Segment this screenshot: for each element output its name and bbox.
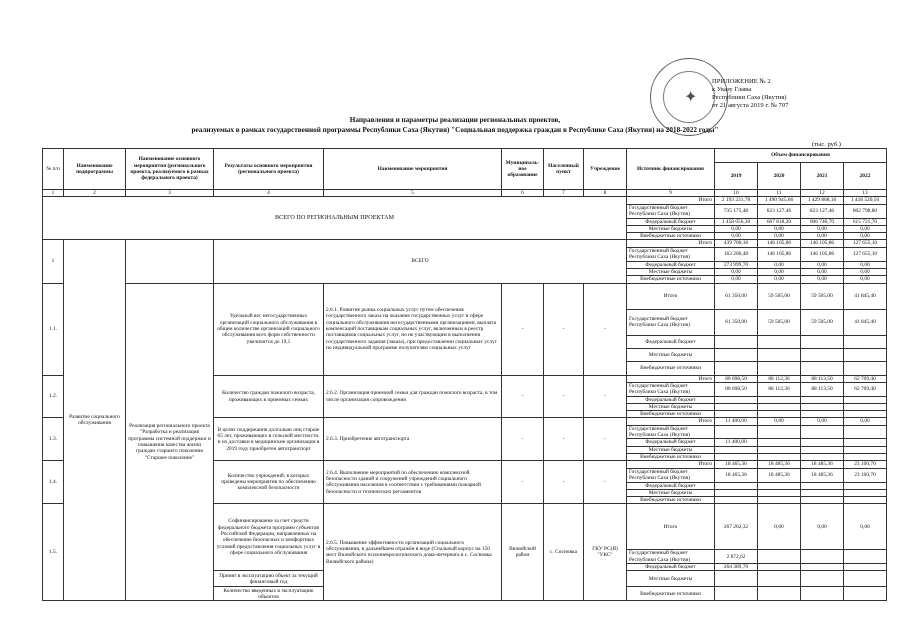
source-state: Государственный бюджет Республики Саха (Якутия) — [627, 247, 715, 261]
institution-cell: ГКУ РС(Я) "УКС" — [584, 504, 627, 601]
column-number: 10 — [715, 190, 758, 197]
value-cell: 18 485,36 — [758, 461, 801, 468]
row-number: 1 — [43, 240, 64, 283]
source-federal: Федеральный бюджет — [627, 261, 715, 268]
row-number: 1.5. — [43, 504, 64, 601]
source-state: Государственный бюджет Республики Саха (Якутия) — [627, 550, 715, 564]
value-cell: 61 350,00 — [715, 283, 758, 309]
row-number: 1.2. — [43, 375, 64, 418]
value-cell: 80 698,50 — [715, 375, 758, 382]
value-cell: 823 127,46 — [758, 204, 801, 218]
source-state: Государственный бюджет Республики Саха (Якутия) — [627, 382, 715, 396]
source-extra: Внебюджетные источники — [627, 587, 715, 601]
result-text: В целях поддержания долгалыю лиц старше 65 лет, проживающих в сельской местности, и их доставки в медицинские организации в 2019 году приобретен автотранспорт — [214, 418, 324, 461]
header-year: 2022 — [844, 163, 887, 190]
header-settlement: Населенный пункт — [544, 149, 584, 190]
title-line: реализуемых в рамках государственной программы Республики Саха (Якутия) "Социальная поддержка граждан в Республике Саха (Якутия) на 2018-2022 годы" — [191, 125, 719, 134]
event-text: 2.6.2. Организация приемной семьи для граждан пожилого возраста, в том числе организация сопровождения — [324, 375, 502, 418]
units-label: (тыс. руб.) — [812, 141, 841, 148]
value-cell: 0,00 — [844, 225, 887, 232]
event-text: 2.6.5. Повышение эффективности организаций социального обслуживания, в дальнейшем отражён в виде (Спальный корпус на 150 мест Вилюйского психоневрологического дома-интерната в с. Сосновка Вилюйского района) — [324, 504, 502, 601]
value-cell: 80 698,50 — [715, 382, 758, 396]
value-cell: 1 458 056,30 — [715, 218, 758, 225]
column-number: 4 — [214, 190, 324, 197]
column-number: 13 — [844, 190, 887, 197]
header-year: 2019 — [715, 163, 758, 190]
value-cell: 18 465,36 — [715, 468, 758, 482]
source-federal: Федеральный бюджет — [627, 335, 715, 348]
value-cell: 18 485,36 — [758, 468, 801, 482]
source-local: Местные бюджеты — [627, 348, 715, 361]
source-federal: Федеральный бюджет — [627, 482, 715, 489]
value-cell: 61 350,00 — [715, 309, 758, 335]
value-cell: 88 113,50 — [801, 382, 844, 396]
value-cell: 0,00 — [801, 418, 844, 425]
header-municipality: Муниципаль-ное образование — [502, 149, 544, 190]
value-cell: 606 740,70 — [801, 218, 844, 225]
value-cell: 0,00 — [715, 233, 758, 240]
annex-line: Республики Саха (Якутия) — [712, 94, 787, 101]
source-extra: Внебюджетные источники — [627, 276, 715, 283]
institution-cell: - — [584, 375, 627, 418]
value-cell: 0,00 — [844, 276, 887, 283]
source-local: Местные бюджеты — [627, 225, 715, 232]
value-cell: 88 112,36 — [758, 375, 801, 382]
header-volume: Объем финансирования — [715, 149, 887, 163]
result-text: Количество введенных в эксплуатацию объектов — [214, 587, 324, 601]
column-number: 8 — [584, 190, 627, 197]
source-federal: Федеральный бюджет — [627, 564, 715, 571]
value-cell: 18 465,36 — [715, 461, 758, 468]
source-state: Государственный бюджет Республики Саха (Якутия) — [627, 468, 715, 482]
row-number: 1.4. — [43, 461, 64, 504]
column-number: 3 — [126, 190, 214, 197]
value-cell: 146 105,86 — [758, 247, 801, 261]
value-cell: 62 709,40 — [844, 375, 887, 382]
value-cell: 735 175,48 — [715, 204, 758, 218]
value-cell: 0,00 — [844, 233, 887, 240]
value-cell: 1 490 945,66 — [758, 197, 801, 204]
value-cell: 11 400,00 — [715, 418, 758, 425]
value-cell: 273 999,70 — [715, 261, 758, 268]
value-cell: 88 113,50 — [801, 375, 844, 382]
value-cell: 146 105,86 — [801, 240, 844, 247]
source-total: Итого — [627, 504, 715, 550]
settlement-cell: - — [544, 418, 584, 461]
value-cell: 439 706,18 — [715, 240, 758, 247]
result-text: Принят в эксплуатацию объект за текущий финансовый год — [214, 571, 324, 587]
settlement-cell: с. Сосновка — [544, 504, 584, 601]
annex-line: к Указу Главы — [712, 86, 752, 93]
value-cell: 62 709,40 — [844, 382, 887, 396]
value-cell: 0,00 — [715, 269, 758, 276]
value-cell: 127 655,10 — [844, 240, 887, 247]
value-cell: 59 505,00 — [801, 283, 844, 309]
value-cell: 41 845,40 — [844, 309, 887, 335]
column-number: 11 — [758, 190, 801, 197]
municipality-cell: - — [502, 418, 544, 461]
value-cell: 0,00 — [801, 233, 844, 240]
all-projects-label: ВСЕГО ПО РЕГИОНАЛЬНЫМ ПРОЕКТАМ — [43, 197, 627, 240]
event-text: 2.6.4. Выполнение мероприятий по обеспечению комплексной безопасности зданий и сооружений учреждений социального обслуживания населения в соответствии с требованиями пожарной безопасности и технических регламентов — [324, 461, 502, 504]
source-federal: Федеральный бюджет — [627, 439, 715, 446]
source-total: Итого — [627, 197, 715, 204]
value-cell: 267 262,32 — [715, 504, 758, 550]
value-cell: 1 429 868,16 — [801, 197, 844, 204]
source-extra: Внебюджетные источники — [627, 233, 715, 240]
institution-cell: - — [584, 461, 627, 504]
value-cell: 0,00 — [758, 233, 801, 240]
value-cell: 2 872,62 — [715, 550, 758, 564]
value-cell: 802 798,80 — [844, 204, 887, 218]
annex-header — [712, 78, 788, 110]
column-number: 1 — [43, 190, 64, 197]
value-cell: 1 418 520,50 — [844, 197, 887, 204]
column-number: 9 — [627, 190, 715, 197]
value-cell: 0,00 — [758, 276, 801, 283]
source-extra: Внебюджетные источники — [627, 411, 715, 418]
source-total: Итого — [627, 283, 715, 309]
annex-line: ПРИЛОЖЕНИЕ № 2 — [712, 78, 771, 85]
column-number: 12 — [801, 190, 844, 197]
source-total: Итого — [627, 375, 715, 382]
source-local: Местные бюджеты — [627, 446, 715, 453]
value-cell: 0,00 — [844, 269, 887, 276]
block-total-label: ВСЕГО — [214, 240, 627, 283]
value-cell: 264 389,70 — [715, 564, 758, 571]
value-cell: 88 112,36 — [758, 382, 801, 396]
row-number: 1.3. — [43, 418, 64, 461]
header-subprogram: Наименование подпрограммы — [64, 149, 126, 190]
municipality-cell: Вилюйский район — [502, 504, 544, 601]
value-cell: 0,00 — [801, 504, 844, 550]
institution-cell: - — [584, 283, 627, 375]
document-title — [150, 116, 760, 135]
value-cell: 18 485,36 — [801, 461, 844, 468]
value-cell: 2 193 231,78 — [715, 197, 758, 204]
value-cell: 127 655,10 — [844, 247, 887, 261]
value-cell: 0,00 — [715, 276, 758, 283]
municipality-cell: - — [502, 375, 544, 418]
source-local: Местные бюджеты — [627, 269, 715, 276]
value-cell: 0,00 — [844, 418, 887, 425]
value-cell: 0,00 — [758, 261, 801, 268]
column-number: 5 — [324, 190, 502, 197]
result-text: Удельный вес негосударственных организаций социального обслуживания в общем количестве организаций социального обслуживания всех форм собственности увеличится до 19,1 — [214, 283, 324, 375]
source-total: Итого — [627, 418, 715, 425]
value-cell: 0,00 — [801, 225, 844, 232]
source-federal: Федеральный бюджет — [627, 218, 715, 225]
source-state: Государственный бюджет Республики Саха (Якутия) — [627, 309, 715, 335]
source-local: Местные бюджеты — [627, 489, 715, 496]
value-cell: 0,00 — [758, 504, 801, 550]
source-local: Местные бюджеты — [627, 571, 715, 587]
value-cell: 0,00 — [844, 261, 887, 268]
header-event: Наименование мероприятия — [324, 149, 502, 190]
value-cell: 615 721,70 — [844, 218, 887, 225]
settlement-cell: - — [544, 461, 584, 504]
value-cell: 0,00 — [844, 504, 887, 550]
source-extra: Внебюджетные источники — [627, 453, 715, 460]
header-num: № п/п — [43, 149, 64, 190]
value-cell: 0,00 — [758, 225, 801, 232]
value-cell: 0,00 — [715, 225, 758, 232]
main-event-name: Реализация регионального проекта "Разработка и реализация программы системной поддержки и повышения качества жизни граждан старшего поколения "Старшее поколение" — [126, 283, 214, 601]
value-cell: 59 505,00 — [758, 283, 801, 309]
value-cell: 23 100,70 — [844, 468, 887, 482]
header-year: 2021 — [801, 163, 844, 190]
source-extra: Внебюджетные источники — [627, 361, 715, 375]
header-source: Источник финансирования — [627, 149, 715, 190]
event-text: 2.6.1. Развитие рынка социальных услуг путем обеспечения государственного заказа на оказание государственных услуг в сфере социального обслуживания негосударственными организациями, выплата компенсаций поставщикам социальных услуг, включенным в реестр поставщиков социальных услуг, но не участвующим в выполнении государственного задания (заказа), при предоставлении социальных услуг по индивидуальной программе получателям социальных услуг — [324, 283, 502, 375]
source-federal: Федеральный бюджет — [627, 396, 715, 403]
value-cell: 0,00 — [801, 269, 844, 276]
value-cell: 163 206,48 — [715, 247, 758, 261]
header-year: 2020 — [758, 163, 801, 190]
title-line: Направления и параметры реализации региональных проектов, — [349, 116, 561, 124]
settlement-cell: - — [544, 283, 584, 375]
value-cell: 146 105,86 — [758, 240, 801, 247]
value-cell: 146 105,86 — [801, 247, 844, 261]
seal-emblem-icon: ✦ — [684, 89, 698, 106]
value-cell: 0,00 — [801, 276, 844, 283]
header-institution: Учреждение — [584, 149, 627, 190]
institution-cell: - — [584, 418, 627, 461]
subprogram-name: Развитие социального обслуживания — [64, 240, 126, 601]
header-result: Результаты основного мероприятия (регионального проекта) — [214, 149, 324, 190]
settlement-cell: - — [544, 375, 584, 418]
value-cell: 0,00 — [758, 418, 801, 425]
value-cell: 0,00 — [758, 269, 801, 276]
value-cell: 41 845,40 — [844, 283, 887, 309]
result-text: Софинансирование за счет средств федерального бюджета программ субъектов Российской Федерации, направленных на обеспечение безопасных и комфортных условий предоставления социальных услуг в сфере социального обслуживания — [214, 504, 324, 571]
source-state: Государственный бюджет Республики Саха (Якутия) — [627, 204, 715, 218]
event-text: 2.6.3. Приобретение автотранспорта — [324, 418, 502, 461]
result-text: Количество учреждений, в которых проведены мероприятия по обеспечению комплексной безопасности — [214, 461, 324, 504]
value-cell: 23 100,70 — [844, 461, 887, 468]
row-number: 1.1. — [43, 283, 64, 375]
result-text: Количество граждан пожилого возраста, проживающих в приемных семьях — [214, 375, 324, 418]
annex-line: от 21 августа 2019 г. № 707 — [712, 102, 789, 109]
source-total: Итого — [627, 240, 715, 247]
municipality-cell: - — [502, 461, 544, 504]
value-cell: 59 505,00 — [801, 309, 844, 335]
value-cell: 18 485,36 — [801, 468, 844, 482]
value-cell: 0,00 — [801, 261, 844, 268]
value-cell: 59 505,00 — [758, 309, 801, 335]
column-number: 6 — [502, 190, 544, 197]
header-main-event: Наименование основного мероприятия (регионального проекта, реализуемого в рамках федерального проекта) — [126, 149, 214, 190]
value-cell: 823 127,46 — [801, 204, 844, 218]
source-total: Итого — [627, 461, 715, 468]
column-number: 7 — [544, 190, 584, 197]
value-cell: 667 818,20 — [758, 218, 801, 225]
column-number: 2 — [64, 190, 126, 197]
source-state: Государственный бюджет Республики Саха (Якутия) — [627, 425, 715, 439]
source-local: Местные бюджеты — [627, 403, 715, 410]
source-extra: Внебюджетные источники — [627, 497, 715, 504]
projects-table — [42, 148, 887, 601]
value-cell: 11 400,00 — [715, 439, 758, 446]
municipality-cell: - — [502, 283, 544, 375]
